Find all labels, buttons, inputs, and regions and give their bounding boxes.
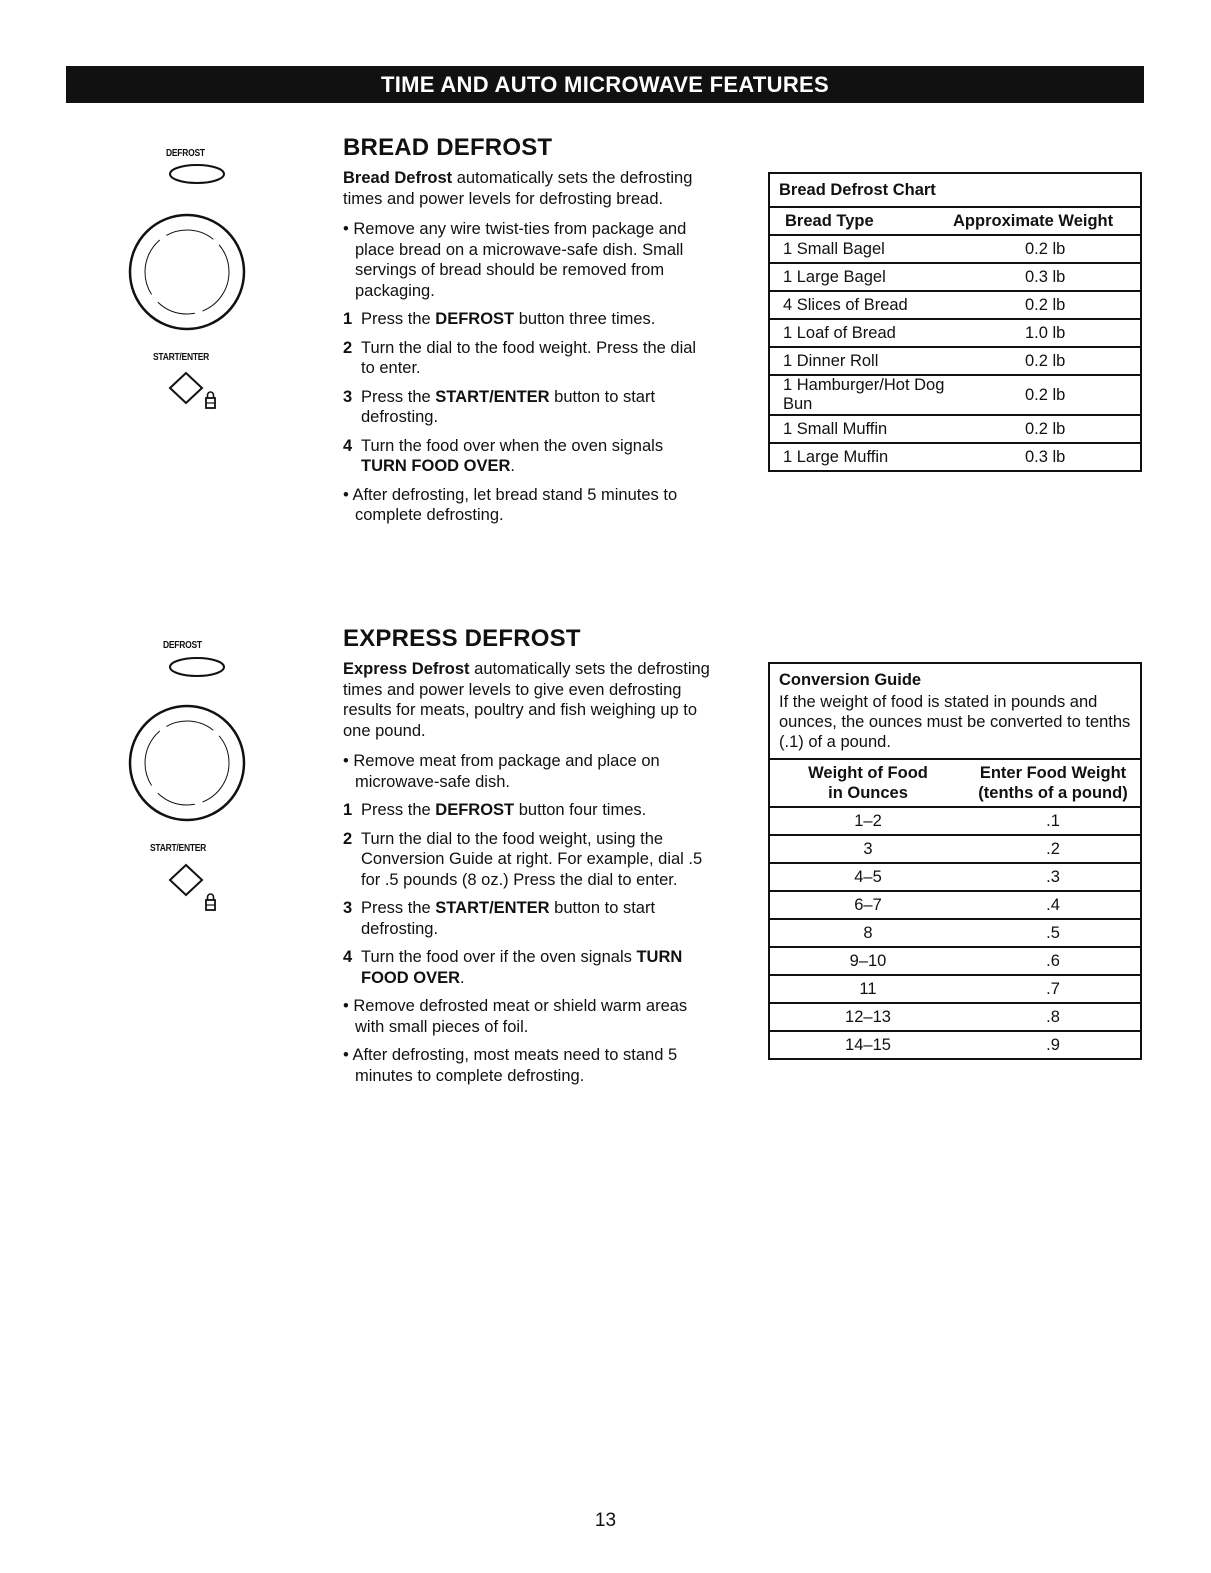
- weight-cell: 0.2 lb: [953, 375, 1140, 415]
- defrost-button-icon: [168, 655, 228, 679]
- table-row: [770, 319, 1140, 347]
- ounces-cell: 9–10: [770, 947, 966, 975]
- table-row: [770, 375, 1140, 415]
- table-row: [770, 347, 1140, 375]
- table-row: [770, 891, 1140, 919]
- bullet-list: [343, 996, 713, 1086]
- start-enter-button-icon: [166, 368, 236, 414]
- bread-table: [770, 206, 1140, 470]
- bullet-list: [343, 219, 713, 301]
- section-heading: BREAD DEFROST: [343, 134, 553, 161]
- bullet-list: [343, 751, 713, 792]
- bullet-item: • After defrosting, most meats need to stand 5 minutes to complete defrosting.: [343, 1046, 678, 1085]
- column-header: Weight of Food in Ounces: [770, 759, 966, 807]
- weight-cell: 1.0 lb: [953, 319, 1140, 347]
- conversion-table: [770, 758, 1140, 1058]
- ounces-cell: 6–7: [770, 891, 966, 919]
- steps-list: [343, 309, 713, 477]
- ounces-cell: 8: [770, 919, 966, 947]
- bread-defrost-chart: [768, 172, 1142, 472]
- bullet-item: • Remove any wire twist-ties from package and place bread on a microwave-safe dish. Small servings of bread should be removed from packaging.: [343, 220, 687, 300]
- bread-defrost-section: [343, 134, 713, 534]
- ounces-cell: 1–2: [770, 807, 966, 835]
- step-item: 3 Press the START/ENTER button to start defrosting.: [343, 387, 656, 426]
- table-header-row: [770, 207, 1140, 235]
- tenths-cell: .9: [966, 1031, 1140, 1058]
- conversion-guide: [768, 662, 1142, 1060]
- ounces-cell: 12–13: [770, 1003, 966, 1031]
- ounces-cell: 4–5: [770, 863, 966, 891]
- start-enter-button-icon: [166, 858, 236, 918]
- table-row: [770, 263, 1140, 291]
- column-header: Enter Food Weight (tenths of a pound): [966, 759, 1140, 807]
- step-item: 2 Turn the dial to the food weight. Press the dial to enter.: [343, 338, 697, 377]
- table-row: [770, 1031, 1140, 1058]
- intro-paragraph: Bread Defrost automatically sets the defrosting times and power levels for defrosting bread.: [343, 169, 693, 208]
- bread-type-cell: 1 Hamburger/Hot Dog Bun: [770, 375, 953, 415]
- page-number: 13: [594, 1510, 617, 1531]
- tenths-cell: .6: [966, 947, 1140, 975]
- table-row: [770, 975, 1140, 1003]
- table-row: [770, 291, 1140, 319]
- tenths-cell: .8: [966, 1003, 1140, 1031]
- dial-icon: [127, 213, 247, 333]
- bread-type-cell: 1 Small Bagel: [770, 235, 953, 263]
- start-enter-label: START/ENTER: [153, 352, 210, 363]
- step-item: 1 Press the DEFROST button three times.: [343, 310, 656, 328]
- tenths-cell: .3: [966, 863, 1140, 891]
- weight-cell: 0.2 lb: [953, 235, 1140, 263]
- bullet-list: [343, 485, 713, 526]
- page-banner: TIME AND AUTO MICROWAVE FEATURES: [66, 66, 1144, 103]
- start-enter-label: START/ENTER: [150, 843, 207, 854]
- dial-icon: [127, 704, 247, 824]
- table-row: [770, 1003, 1140, 1031]
- defrost-label: DEFROST: [163, 640, 202, 651]
- bread-type-cell: 4 Slices of Bread: [770, 291, 953, 319]
- step-item: 2 Turn the dial to the food weight, using the Conversion Guide at right. For example, dial .5 for .5 pounds (8 oz.) Press the dial to enter.: [343, 829, 703, 889]
- table-row: [770, 443, 1140, 470]
- step-item: 3 Press the START/ENTER button to start defrosting.: [343, 899, 656, 938]
- bullet-item: • Remove meat from package and place on microwave-safe dish.: [343, 752, 660, 791]
- ounces-cell: 14–15: [770, 1031, 966, 1058]
- table-header-row: [770, 759, 1140, 807]
- weight-cell: 0.2 lb: [953, 291, 1140, 319]
- table-row: [770, 947, 1140, 975]
- table-row: [770, 415, 1140, 443]
- ounces-cell: 3: [770, 835, 966, 863]
- weight-cell: 0.2 lb: [953, 347, 1140, 375]
- chart-title: Bread Defrost Chart: [779, 181, 936, 199]
- tenths-cell: .2: [966, 835, 1140, 863]
- weight-cell: 0.3 lb: [953, 263, 1140, 291]
- bread-type-cell: 1 Large Muffin: [770, 443, 953, 470]
- guide-title: Conversion Guide: [779, 671, 922, 689]
- column-header: Bread Type: [770, 207, 953, 235]
- table-row: [770, 863, 1140, 891]
- intro-paragraph: Express Defrost automatically sets the defrosting times and power levels to give even defrosting results for meats, poultry and fish weighing up to one pound.: [343, 660, 710, 740]
- table-row: [770, 807, 1140, 835]
- bread-type-cell: 1 Dinner Roll: [770, 347, 953, 375]
- step-item: 4 Turn the food over if the oven signals TURN FOOD OVER.: [343, 948, 683, 987]
- express-defrost-section: [343, 625, 713, 1094]
- step-item: 1 Press the DEFROST button four times.: [343, 801, 647, 819]
- bread-type-cell: 1 Large Bagel: [770, 263, 953, 291]
- table-row: [770, 235, 1140, 263]
- bread-type-cell: 1 Loaf of Bread: [770, 319, 953, 347]
- weight-cell: 0.2 lb: [953, 415, 1140, 443]
- weight-cell: 0.3 lb: [953, 443, 1140, 470]
- defrost-button-icon: [168, 162, 228, 186]
- table-row: [770, 919, 1140, 947]
- column-header: Approximate Weight: [953, 207, 1140, 235]
- bullet-item: • Remove defrosted meat or shield warm areas with small pieces of foil.: [343, 997, 688, 1036]
- ounces-cell: 11: [770, 975, 966, 1003]
- tenths-cell: .7: [966, 975, 1140, 1003]
- table-row: [770, 835, 1140, 863]
- defrost-label: DEFROST: [166, 148, 205, 159]
- tenths-cell: .4: [966, 891, 1140, 919]
- steps-list: [343, 800, 713, 988]
- section-heading: EXPRESS DEFROST: [343, 625, 581, 652]
- bullet-item: • After defrosting, let bread stand 5 minutes to complete defrosting.: [343, 485, 678, 524]
- guide-text: If the weight of food is stated in pounds and ounces, the ounces must be converted to tenths (.1) of a pound.: [779, 693, 1131, 751]
- tenths-cell: .5: [966, 919, 1140, 947]
- bread-type-cell: 1 Small Muffin: [770, 415, 953, 443]
- step-item: 4 Turn the food over when the oven signals TURN FOOD OVER.: [343, 436, 664, 475]
- tenths-cell: .1: [966, 807, 1140, 835]
